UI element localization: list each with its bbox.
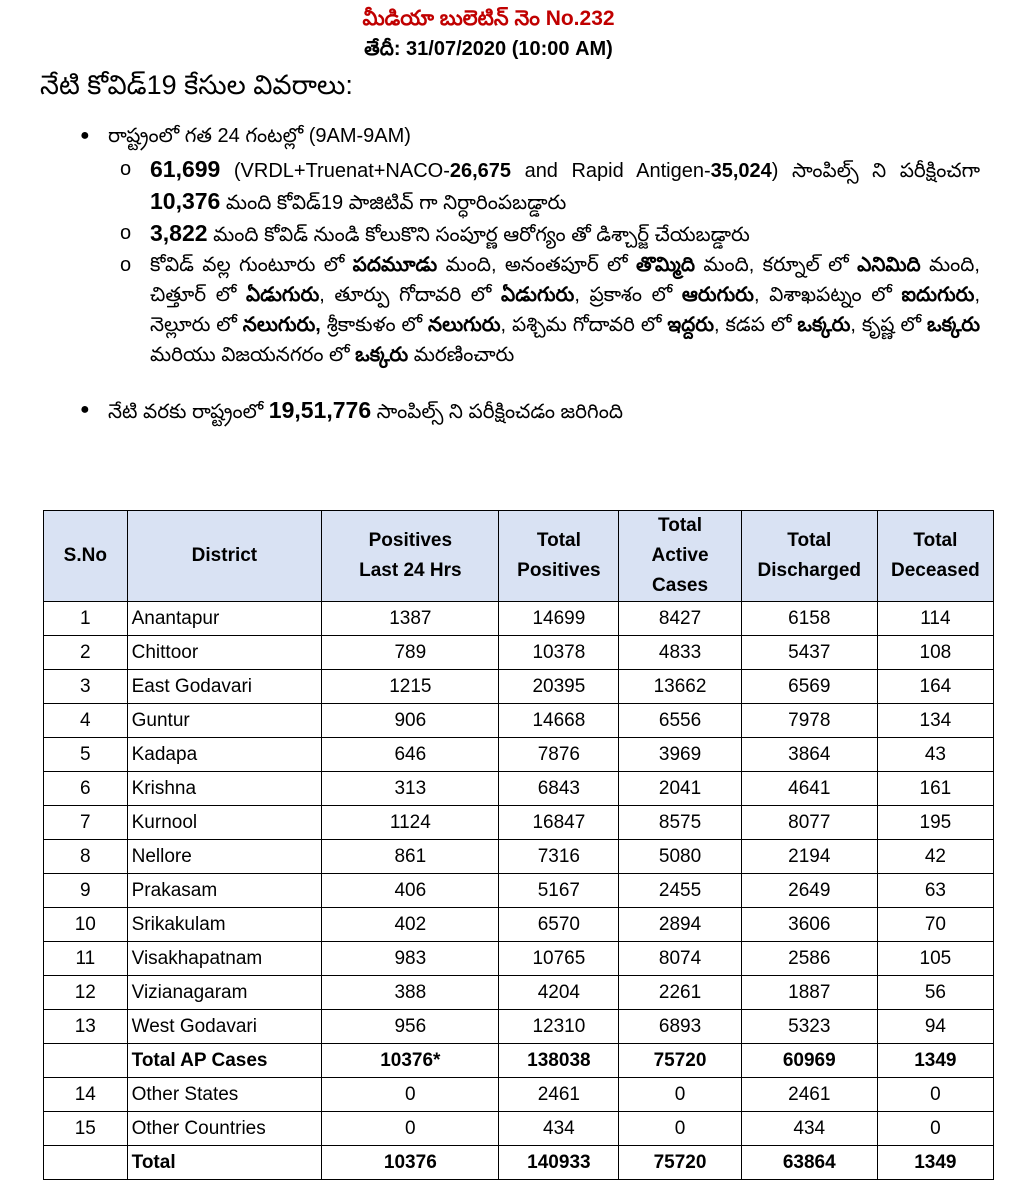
header-discharged: Total Discharged (741, 511, 877, 602)
cell-sno: 6 (44, 772, 128, 806)
cell-total-positives: 10378 (499, 636, 619, 670)
cell-deceased: 56 (877, 976, 993, 1010)
cell-active-cases: 3969 (619, 738, 742, 772)
cell-district: Other States (127, 1078, 322, 1112)
cell-active-cases: 6893 (619, 1010, 742, 1044)
header-positives-24h: Positives Last 24 Hrs (322, 511, 499, 602)
sub-bullet-deaths (120, 250, 980, 370)
cell-positives-24h: 402 (322, 908, 499, 942)
cell-positives-24h: 388 (322, 976, 499, 1010)
cell-positives-24h: 646 (322, 738, 499, 772)
samples-text-3: ) సాంపిల్స్ ని పరీక్షించగా (771, 160, 980, 182)
header-district: District (127, 511, 322, 602)
cell-district: Total (127, 1146, 322, 1180)
deaths-text-6: , ప్రకాశం లో (574, 284, 682, 306)
cell-active-cases: 2261 (619, 976, 742, 1010)
tested-text-1: నేటి వరకు రాష్ట్రంలో (108, 401, 269, 423)
cell-sno: 2 (44, 636, 128, 670)
grand-total-row (44, 1146, 994, 1180)
table-row (44, 636, 994, 670)
cell-deceased: 161 (877, 772, 993, 806)
cell-positives-24h: 313 (322, 772, 499, 806)
rapid-antigen-value: 35,024 (710, 160, 772, 182)
cell-total-positives: 6843 (499, 772, 619, 806)
cell-sno: 7 (44, 806, 128, 840)
cell-active-cases: 2894 (619, 908, 742, 942)
header-deceased: Total Deceased (877, 511, 993, 602)
cell-discharged: 2461 (741, 1078, 877, 1112)
cell-deceased: 1349 (877, 1044, 993, 1078)
cell-discharged: 6569 (741, 670, 877, 704)
cell-active-cases: 6556 (619, 704, 742, 738)
deaths-count-4: ఏడుగురు (245, 284, 320, 306)
sub-bullet-samples (120, 154, 980, 218)
cell-total-positives: 10765 (499, 942, 619, 976)
cell-positives-24h: 956 (322, 1010, 499, 1044)
table-row (44, 772, 994, 806)
cell-active-cases: 75720 (619, 1044, 742, 1078)
cell-deceased: 94 (877, 1010, 993, 1044)
bulletin-date (0, 34, 1017, 64)
table-row (44, 840, 994, 874)
district-cases-table (43, 510, 994, 1180)
cell-sno: 10 (44, 908, 128, 942)
cell-discharged: 63864 (741, 1146, 877, 1180)
deaths-count-12: ఒక్కరు (926, 314, 980, 336)
cell-discharged: 434 (741, 1112, 877, 1146)
cell-active-cases: 0 (619, 1078, 742, 1112)
cell-total-positives: 7316 (499, 840, 619, 874)
table-row (44, 704, 994, 738)
cell-active-cases: 8575 (619, 806, 742, 840)
cell-sno: 3 (44, 670, 128, 704)
cell-total-positives: 6570 (499, 908, 619, 942)
cell-district: Anantapur (127, 602, 322, 636)
header-active-cases: Total Active Cases (619, 511, 742, 602)
cell-deceased: 42 (877, 840, 993, 874)
cell-discharged: 3606 (741, 908, 877, 942)
cell-discharged: 5437 (741, 636, 877, 670)
cell-district: Prakasam (127, 874, 322, 908)
cell-total-positives: 140933 (499, 1146, 619, 1180)
cell-district: Kurnool (127, 806, 322, 840)
table-row (44, 602, 994, 636)
cell-deceased: 114 (877, 602, 993, 636)
cell-discharged: 5323 (741, 1010, 877, 1044)
table-header-row (44, 511, 994, 602)
cell-district: Krishna (127, 772, 322, 806)
deaths-text-5: , తూర్పు గోదావరి లో (319, 284, 502, 306)
table-row (44, 738, 994, 772)
cell-active-cases: 8427 (619, 602, 742, 636)
deaths-text-11: , కడప లో (714, 314, 798, 336)
cell-deceased: 134 (877, 704, 993, 738)
cell-positives-24h: 789 (322, 636, 499, 670)
cell-deceased: 43 (877, 738, 993, 772)
deaths-text-7: , విశాఖపట్నం లో (753, 284, 902, 306)
positives-value: 10,376 (150, 188, 221, 214)
cell-positives-24h: 1387 (322, 602, 499, 636)
cell-total-positives: 5167 (499, 874, 619, 908)
cell-discharged: 3864 (741, 738, 877, 772)
cell-sno (44, 1146, 128, 1180)
deaths-count-10: ఇద్దరు (667, 314, 715, 336)
cell-sno: 14 (44, 1078, 128, 1112)
cell-sno: 13 (44, 1010, 128, 1044)
cell-discharged: 7978 (741, 704, 877, 738)
table-row (44, 1010, 994, 1044)
cell-district: Total AP Cases (127, 1044, 322, 1078)
discharged-text: మంది కోవిడ్ నుండి కోలుకొని సంపూర్ణ ఆరోగ్యం తో డిశ్చార్జ్ చేయబడ్డారు (207, 224, 750, 246)
cell-district: East Godavari (127, 670, 322, 704)
cell-active-cases: 75720 (619, 1146, 742, 1180)
date-value: : 31/07/2020 (10:00 AM) (393, 38, 613, 60)
cell-positives-24h: 0 (322, 1078, 499, 1112)
cell-district: West Godavari (127, 1010, 322, 1044)
cell-deceased: 1349 (877, 1146, 993, 1180)
deaths-text-10: , పశ్చిమ గోదావరి లో (500, 314, 668, 336)
header-sno: S.No (44, 511, 128, 602)
cell-deceased: 105 (877, 942, 993, 976)
deaths-text-2: మంది, అనంతపూర్ లో (437, 254, 636, 276)
deaths-text-3: మంది, కర్నూల్ లో (694, 254, 858, 276)
cell-discharged: 8077 (741, 806, 877, 840)
bulletin-header (0, 4, 1017, 64)
cell-district: Kadapa (127, 738, 322, 772)
summary-bullets (80, 118, 980, 430)
cell-sno: 5 (44, 738, 128, 772)
cell-district: Other Countries (127, 1112, 322, 1146)
date-label: తేదీ (364, 38, 394, 60)
cell-sno: 4 (44, 704, 128, 738)
cell-discharged: 4641 (741, 772, 877, 806)
cell-positives-24h: 406 (322, 874, 499, 908)
cell-total-positives: 2461 (499, 1078, 619, 1112)
cell-deceased: 164 (877, 670, 993, 704)
cell-sno: 1 (44, 602, 128, 636)
cell-district: Guntur (127, 704, 322, 738)
deaths-text-13: మరియు విజయనగరం లో (150, 344, 356, 366)
table-row (44, 976, 994, 1010)
deaths-text-8: , నెల్లూరు లో (150, 284, 981, 336)
deaths-count-1: పదమూడు (352, 254, 438, 276)
cell-active-cases: 2455 (619, 874, 742, 908)
cell-sno: 12 (44, 976, 128, 1010)
cell-sno: 9 (44, 874, 128, 908)
deaths-count-5: ఏడుగురు (501, 284, 575, 306)
cell-sno: 11 (44, 942, 128, 976)
samples-text-4: మంది కోవిడ్19 పాజిటివ్ గా నిర్ధారింపబడ్డారు (220, 192, 567, 214)
table-row (44, 670, 994, 704)
cell-total-positives: 16847 (499, 806, 619, 840)
cell-district: Srikakulam (127, 908, 322, 942)
cell-deceased: 108 (877, 636, 993, 670)
table-row (44, 1078, 994, 1112)
cell-active-cases: 4833 (619, 636, 742, 670)
cell-active-cases: 8074 (619, 942, 742, 976)
cell-sno: 8 (44, 840, 128, 874)
total-ap-row (44, 1044, 994, 1078)
cell-positives-24h: 1124 (322, 806, 499, 840)
cell-district: Vizianagaram (127, 976, 322, 1010)
table-row (44, 1112, 994, 1146)
cell-total-positives: 434 (499, 1112, 619, 1146)
cell-active-cases: 2041 (619, 772, 742, 806)
cell-deceased: 63 (877, 874, 993, 908)
table-row (44, 908, 994, 942)
cell-total-positives: 12310 (499, 1010, 619, 1044)
table-row (44, 942, 994, 976)
table-row (44, 806, 994, 840)
deaths-text-1: కోవిడ్ వల్ల గుంటూరు లో (150, 254, 353, 276)
bullet-total-tested (80, 392, 980, 430)
cell-discharged: 2649 (741, 874, 877, 908)
samples-text-2: and Rapid Antigen- (511, 160, 711, 182)
cell-positives-24h: 10376 (322, 1146, 499, 1180)
deaths-count-8: నలుగురు, (242, 314, 321, 336)
cell-total-positives: 14668 (499, 704, 619, 738)
cell-sno (44, 1044, 128, 1078)
deaths-count-3: ఎనిమిది (857, 254, 921, 276)
cell-total-positives: 4204 (499, 976, 619, 1010)
cell-active-cases: 13662 (619, 670, 742, 704)
cell-district: Chittoor (127, 636, 322, 670)
cell-deceased: 0 (877, 1078, 993, 1112)
deaths-text-9: శ్రీకాకుళం లో (320, 314, 429, 336)
deaths-count-11: ఒక్కరు (797, 314, 851, 336)
cell-discharged: 2586 (741, 942, 877, 976)
section-heading: నేటి కోవిడ్19 కేసుల వివరాలు: (40, 70, 353, 100)
sub-bullet-discharged (120, 218, 980, 250)
cell-district: Nellore (127, 840, 322, 874)
total-tested-value: 19,51,776 (268, 397, 372, 423)
cell-deceased: 0 (877, 1112, 993, 1146)
cell-sno: 15 (44, 1112, 128, 1146)
bulletin-title: మీడియా బులెటిన్ నెం No.232 (362, 7, 615, 30)
table-row (44, 874, 994, 908)
deaths-count-2: తొమ్మిది (635, 254, 695, 276)
cell-discharged: 2194 (741, 840, 877, 874)
cell-total-positives: 20395 (499, 670, 619, 704)
header-total-positives: Total Positives (499, 511, 619, 602)
deaths-count-6: ఆరుగురు (681, 284, 754, 306)
cell-active-cases: 5080 (619, 840, 742, 874)
samples-text-1: (VRDL+Truenat+NACO- (220, 160, 450, 182)
discharged-value: 3,822 (150, 220, 208, 246)
bullet-last-24h (80, 118, 980, 154)
cell-discharged: 60969 (741, 1044, 877, 1078)
cell-deceased: 70 (877, 908, 993, 942)
deaths-count-13: ఒక్కరు (355, 344, 409, 366)
cell-positives-24h: 861 (322, 840, 499, 874)
cell-active-cases: 0 (619, 1112, 742, 1146)
tested-text-2: సాంపిల్స్ ని పరీక్షించడం జరిగింది (371, 401, 623, 423)
deaths-count-7: ఐదుగురు (901, 284, 975, 306)
cell-positives-24h: 906 (322, 704, 499, 738)
cell-positives-24h: 1215 (322, 670, 499, 704)
vrdl-value: 26,675 (449, 160, 512, 182)
cell-deceased: 195 (877, 806, 993, 840)
bullet-intro-text: రాష్ట్రంలో గత 24 గంటల్లో (9AM-9AM) (108, 125, 411, 147)
cell-total-positives: 7876 (499, 738, 619, 772)
cell-positives-24h: 10376* (322, 1044, 499, 1078)
deaths-count-9: నలుగురు (428, 314, 501, 336)
cell-positives-24h: 0 (322, 1112, 499, 1146)
deaths-text-14: మరణించారు (408, 344, 515, 366)
deaths-text-4: మంది, చిత్తూర్ లో (150, 254, 980, 306)
cell-positives-24h: 983 (322, 942, 499, 976)
deaths-text-12: , కృష్ణ లో (850, 314, 927, 336)
cell-district: Visakhapatnam (127, 942, 322, 976)
cell-total-positives: 138038 (499, 1044, 619, 1078)
cell-discharged: 6158 (741, 602, 877, 636)
cell-discharged: 1887 (741, 976, 877, 1010)
total-samples-value: 61,699 (150, 156, 221, 182)
cell-total-positives: 14699 (499, 602, 619, 636)
